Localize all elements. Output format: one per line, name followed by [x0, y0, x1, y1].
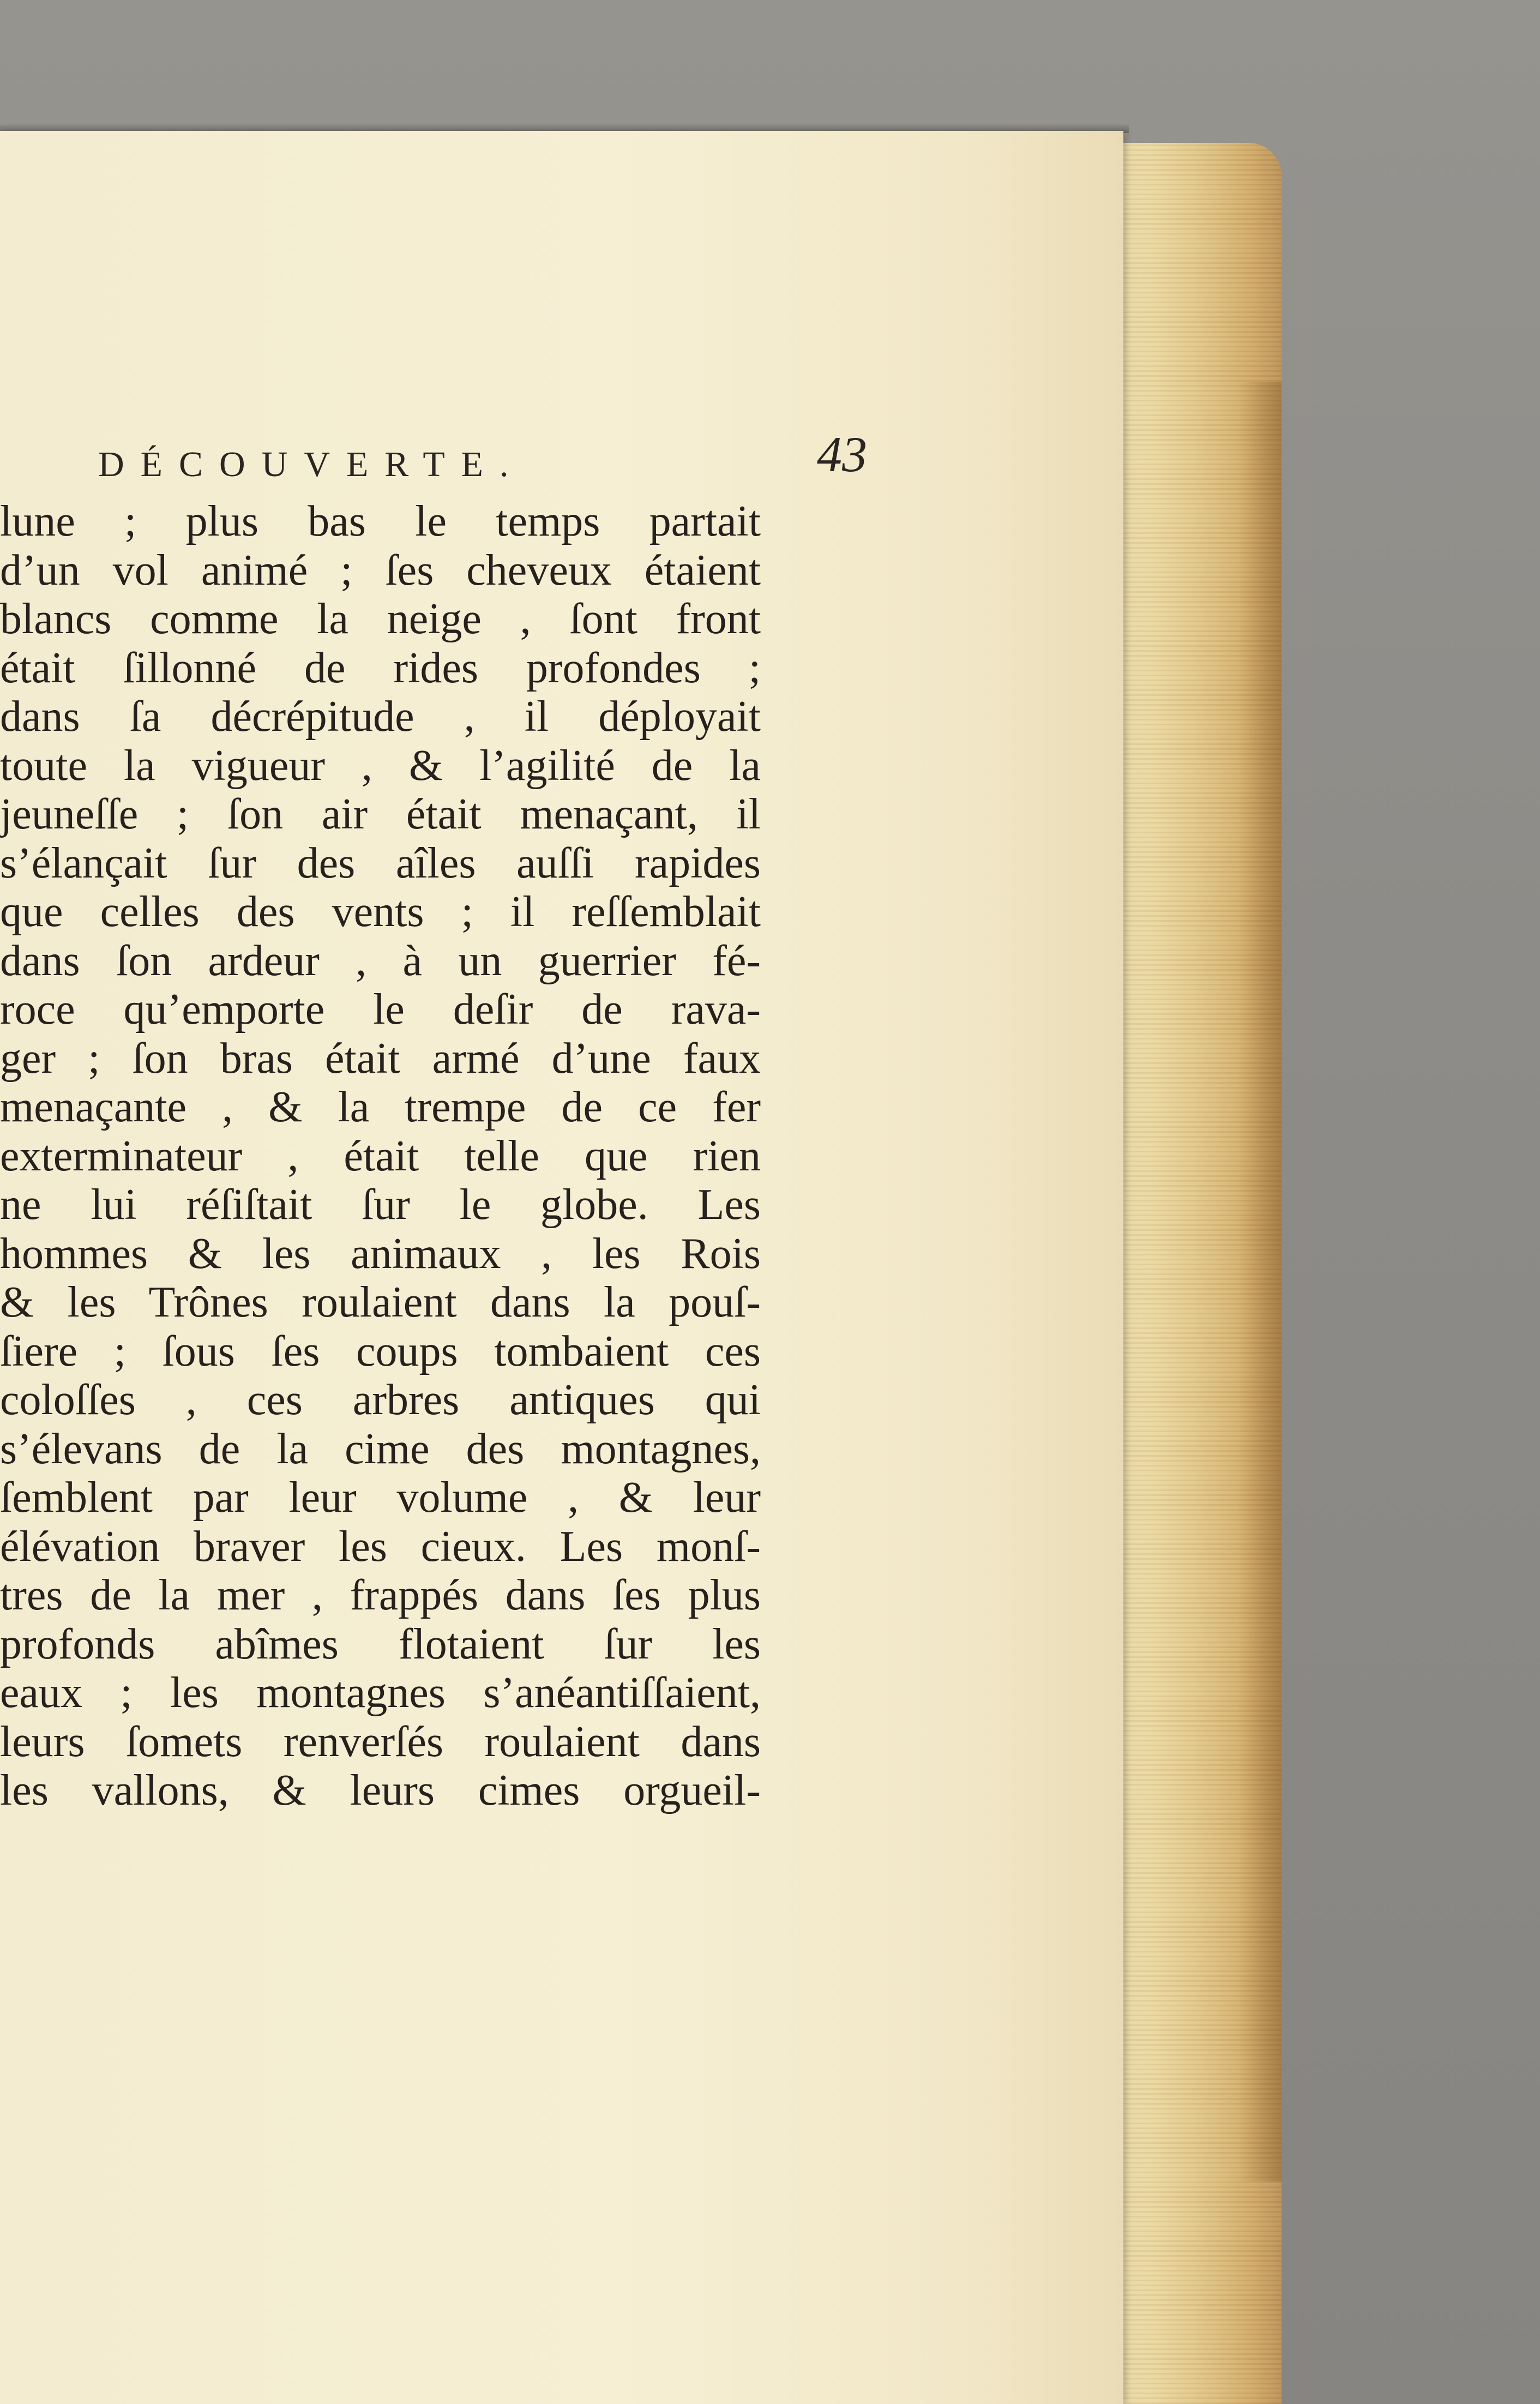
text-line: roce qu’emporte le deſir de rava- [0, 985, 761, 1033]
text-line: ger ; ſon bras était armé d’une faux [0, 1034, 761, 1083]
text-line: s’élevans de la cime des montagnes, [0, 1425, 761, 1473]
text-line: profonds abîmes flotaient ſur les [0, 1620, 761, 1668]
text-line: ſemblent par leur volume , & leur [0, 1474, 761, 1522]
text-line: lune ; plus bas le temps partait [0, 497, 761, 545]
body-text [0, 497, 761, 1816]
text-line: exterminateur , était telle que rien [0, 1132, 761, 1180]
running-head: DÉCOUVERTE. [98, 444, 525, 484]
page-number: 43 [817, 426, 867, 482]
text-line: hommes & les animaux , les Rois [0, 1229, 761, 1278]
text-line: que celles des vents ; il reſſemblait [0, 888, 761, 936]
book-page [0, 131, 1123, 2404]
text-line: blancs comme la neige , ſont front [0, 595, 761, 643]
text-line: élévation braver les cieux. Les monſ- [0, 1522, 761, 1571]
page-header [98, 425, 867, 491]
text-line: dans ſa décrépitude , il déployait [0, 693, 761, 741]
text-line: d’un vol animé ; ſes cheveux étaient [0, 546, 761, 594]
edge-stain [1238, 382, 1282, 2181]
text-line: jeuneſſe ; ſon air était menaçant, il [0, 790, 761, 838]
text-line: ne lui réſiſtait ſur le globe. Les [0, 1181, 761, 1229]
text-line: dans ſon ardeur , à un guerrier fé- [0, 936, 761, 985]
text-line: ſiere ; ſous ſes coups tombaient ces [0, 1327, 761, 1375]
text-line: eaux ; les montagnes s’anéantiſſaient, [0, 1669, 761, 1717]
text-line: leurs ſomets renverſés roulaient dans [0, 1717, 761, 1766]
text-line: était ſillonné de rides profondes ; [0, 644, 761, 692]
text-line: tres de la mer , frappés dans ſes plus [0, 1571, 761, 1619]
text-line: s’élançait ſur des aîles auſſi rapides [0, 839, 761, 887]
text-line: toute la vigueur , & l’agilité de la [0, 741, 761, 790]
text-line: menaçante , & la trempe de ce fer [0, 1083, 761, 1131]
text-line: les vallons, & leurs cimes orgueil- [0, 1766, 761, 1814]
text-line: & les Trônes roulaient dans la pouſ- [0, 1278, 761, 1326]
text-line: coloſſes , ces arbres antiques qui [0, 1376, 761, 1424]
